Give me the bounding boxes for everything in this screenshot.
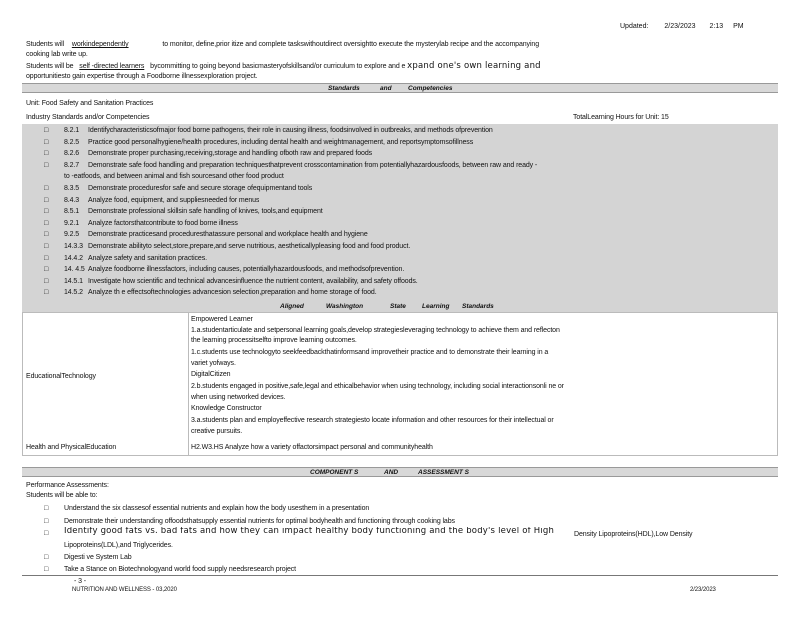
intro-line-3 <box>26 62 541 71</box>
standard-text: Investigate how scientific and technical advancesinfluence the nutrient content, availability, and safety offoods. <box>88 277 418 285</box>
updated-time: 2:13 <box>709 23 724 30</box>
standard-bullet: □ <box>44 254 49 262</box>
bar-text: COMPONENT S <box>310 469 359 476</box>
intro-text: Students will be <box>26 63 74 70</box>
std-2b: 2.b.students engaged in positive,safe,legal and ethicalbehavior when using technology, including social interactionsonli ne or <box>191 383 564 390</box>
std-1a: 1.a.studentarticulate and setpersonal learning goals,develop strategiesleveraging technology to achieve them and reflecton <box>191 327 560 334</box>
standard-text: Analyze th e effectsoftechnologies advancesion selection,preparation and home storage of food. <box>88 289 377 297</box>
bar-text: and <box>380 85 392 92</box>
assessment-bullet: □ <box>44 530 49 537</box>
intro-link-independently: workindependently <box>71 41 129 48</box>
standard-text: Demonstrate safe food handling and preparation techniquesthatprevent crosscontamination from potentiallyhazardousfoods, between raw and ready - <box>88 161 538 169</box>
health-standard: H2.W3.HS Analyze how a variety offactorsimpact personal and communityhealth <box>191 444 433 451</box>
intro-text: bycommitting to going beyond basicmasteryofskillsand/or curriculum to explore and e <box>150 63 406 70</box>
standard-bullet: □ <box>44 185 49 192</box>
aligned-bar <box>22 302 778 312</box>
unit-line: Unit: Food Safety and Sanitation Practices <box>26 100 154 107</box>
intro-line-1 <box>26 40 539 49</box>
standard-text: Demonstrate abilityto select,store,prepare,and serve nutritious, aestheticallypleasing food and food product. <box>88 243 411 250</box>
intro-text: Students will <box>26 41 64 48</box>
standard-code: 8.2.6 <box>64 150 80 158</box>
bar-text: Learning <box>422 303 450 310</box>
assessment-item: Demonstrate their understanding offoodsthatsupply essential nutrients for optimal bodyhealth and functioning through cooking labs <box>64 518 455 525</box>
updated-label: Updated: <box>620 23 649 30</box>
assessment-item: Take a Stance on Biotechnologyand world food supply needsresearch project <box>64 566 297 573</box>
standard-code: 8.2.1 <box>64 127 80 134</box>
assessment-bullet: □ <box>44 554 49 561</box>
standard-bullet: □ <box>44 127 49 134</box>
standard-code: 8.2.5 <box>64 138 80 146</box>
assessment-bullet: □ <box>44 505 49 512</box>
std-2b-cont: when using networked devices. <box>191 394 286 401</box>
standard-code: 14.4.2 <box>64 254 83 262</box>
standard-code: 8.5.1 <box>64 208 80 216</box>
standard-bullet: □ <box>44 150 49 158</box>
standard-text: Analyze foodborne illnessfactors, including causes, potentiallyhazardousfoods, and methodsofprevention. <box>88 266 405 274</box>
footer-course: NUTRITION AND WELLNESS - 03,2020 <box>72 587 177 593</box>
std-1c: 1.c.students use technologyto seekfeedbackthatinformsand improvetheir practice and to demonstrate their learning in a <box>191 349 549 356</box>
assessment-bullet: □ <box>44 566 49 573</box>
assessment-item: Lipoproteins(LDL),and Triglycerides. <box>64 542 173 549</box>
standards-bar <box>22 83 778 93</box>
components-bar <box>22 467 778 477</box>
standard-bullet: □ <box>44 208 49 216</box>
students-able: Students will be able to: <box>26 492 98 499</box>
standard-text: Analyze food, equipment, and suppliesneeded for menus <box>88 196 260 204</box>
empowered-heading: Empowered Learner <box>191 316 253 323</box>
standard-code: 9.2.5 <box>64 231 80 239</box>
bar-text: Competencies <box>408 85 453 92</box>
intro-link-self-directed: self -directed learners <box>79 63 145 70</box>
knowledge-heading: Knowledge Constructor <box>191 405 262 412</box>
assessment-item: Understand the six classesof essential nutrients and explain how the body usesthem in a presentation <box>64 505 370 512</box>
standard-code: 14.5.2 <box>64 289 83 297</box>
standard-text: Demonstrate proper purchasing,receiving,storage and handling ofboth raw and prepared foods <box>88 150 373 158</box>
digital-heading: DigitalCitizen <box>191 371 231 378</box>
std-1c-cont: variet yofways. <box>191 360 236 367</box>
bar-text: AND <box>384 469 399 476</box>
bar-text: ASSESSMENT S <box>418 469 469 476</box>
standard-text: Analyze safety and sanitation practices. <box>88 254 207 262</box>
standard-code: 14.5.1 <box>64 277 83 285</box>
standard-text: Analyze factorsthatcontribute to food borne illness <box>88 219 238 227</box>
standard-bullet: □ <box>44 266 49 274</box>
footer-date: 2/23/2023 <box>690 587 716 593</box>
standard-bullet: □ <box>44 243 49 250</box>
standard-code: 9.2.1 <box>64 219 80 227</box>
std-3a-cont: creative pursuits. <box>191 428 243 435</box>
standard-bullet: □ <box>44 196 49 204</box>
std-3a: 3.a.students plan and employeffective research strategiesto locate information and other resources for their intellectual or <box>191 417 554 424</box>
standard-text: Demonstrate practicesand proceduresthatassure personal and workplace health and hygiene <box>88 231 368 239</box>
bar-text: Washington <box>326 303 364 310</box>
standard-code: 8.3.5 <box>64 185 80 192</box>
health-label: Health and PhysicalEducation <box>26 444 117 451</box>
standard-text: Demonstrate proceduresfor safe and secure storage ofequipmentand tools <box>88 185 313 192</box>
updated-ampm: PM <box>733 23 744 30</box>
intro-line-2: cooking lab write up. <box>26 51 88 58</box>
assessment-bullet: □ <box>44 518 49 525</box>
updated-date: 2/23/2023 <box>664 23 696 30</box>
standard-bullet: □ <box>44 219 49 227</box>
footer-page-number: - 3 - <box>74 578 86 585</box>
assessment-good-fats: Identify good fats vs. bad fats and how they can impact healthy body functioning and the body's level of High <box>64 527 555 536</box>
edtech-label: EducationalTechnology <box>26 373 96 380</box>
standard-code: 8.2.7 <box>64 161 80 169</box>
intro-text: to monitor, define,prior itize and complete taskswithoutdirect oversightto execute the mysterylab recipe and the accompanying <box>162 41 540 48</box>
bar-text: Aligned <box>280 303 304 310</box>
industry-line: Industry Standards and/or Competencies <box>26 114 150 121</box>
assessment-good-fats-tail: Density Lipoproteins(HDL),Low Density <box>574 531 693 538</box>
standard-bullet: □ <box>44 161 49 169</box>
updated-header <box>620 22 744 31</box>
bar-text: State <box>390 303 406 310</box>
footer-rule <box>22 575 778 576</box>
performance-label: Performance Assessments: <box>26 482 109 489</box>
standard-text: Identifycharacteristicsofmajor food borne pathogens, their role in causing illness, foodsinvolved in outbreaks, and methods ofprevention <box>88 127 493 134</box>
standard-text: to -eatfoods, and between animal and fish sourcesand other food product <box>64 173 284 181</box>
standard-bullet: □ <box>44 277 49 285</box>
std-1a-cont: the learning processitselfto improve learning outcomes. <box>191 337 357 344</box>
standard-text: Demonstrate professional skillsin safe handling of knives, tools,and equipment <box>88 208 323 216</box>
standard-text: Practice good personalhygiene/health procedures, including dental health and weightmanagement, and reportsymptomsofillness <box>88 138 474 146</box>
assessment-item: Digesti ve System Lab <box>64 554 132 561</box>
intro-line-4: opportunitiesto gain expertise through a Foodborne illnessexploration project. <box>26 73 258 80</box>
bar-text: Standards <box>328 85 360 92</box>
bar-text: Standards <box>462 303 494 310</box>
standard-code: 14.3.3 <box>64 243 83 250</box>
standard-code: 8.4.3 <box>64 196 80 204</box>
standard-bullet: □ <box>44 138 49 146</box>
standard-code: 14. 4.5 <box>64 266 85 274</box>
intro-big-text: xpand one's own learning and <box>407 61 541 71</box>
standard-bullet: □ <box>44 289 49 297</box>
total-hours: TotalLearning Hours for Unit: 15 <box>573 114 669 121</box>
standard-bullet: □ <box>44 231 49 239</box>
